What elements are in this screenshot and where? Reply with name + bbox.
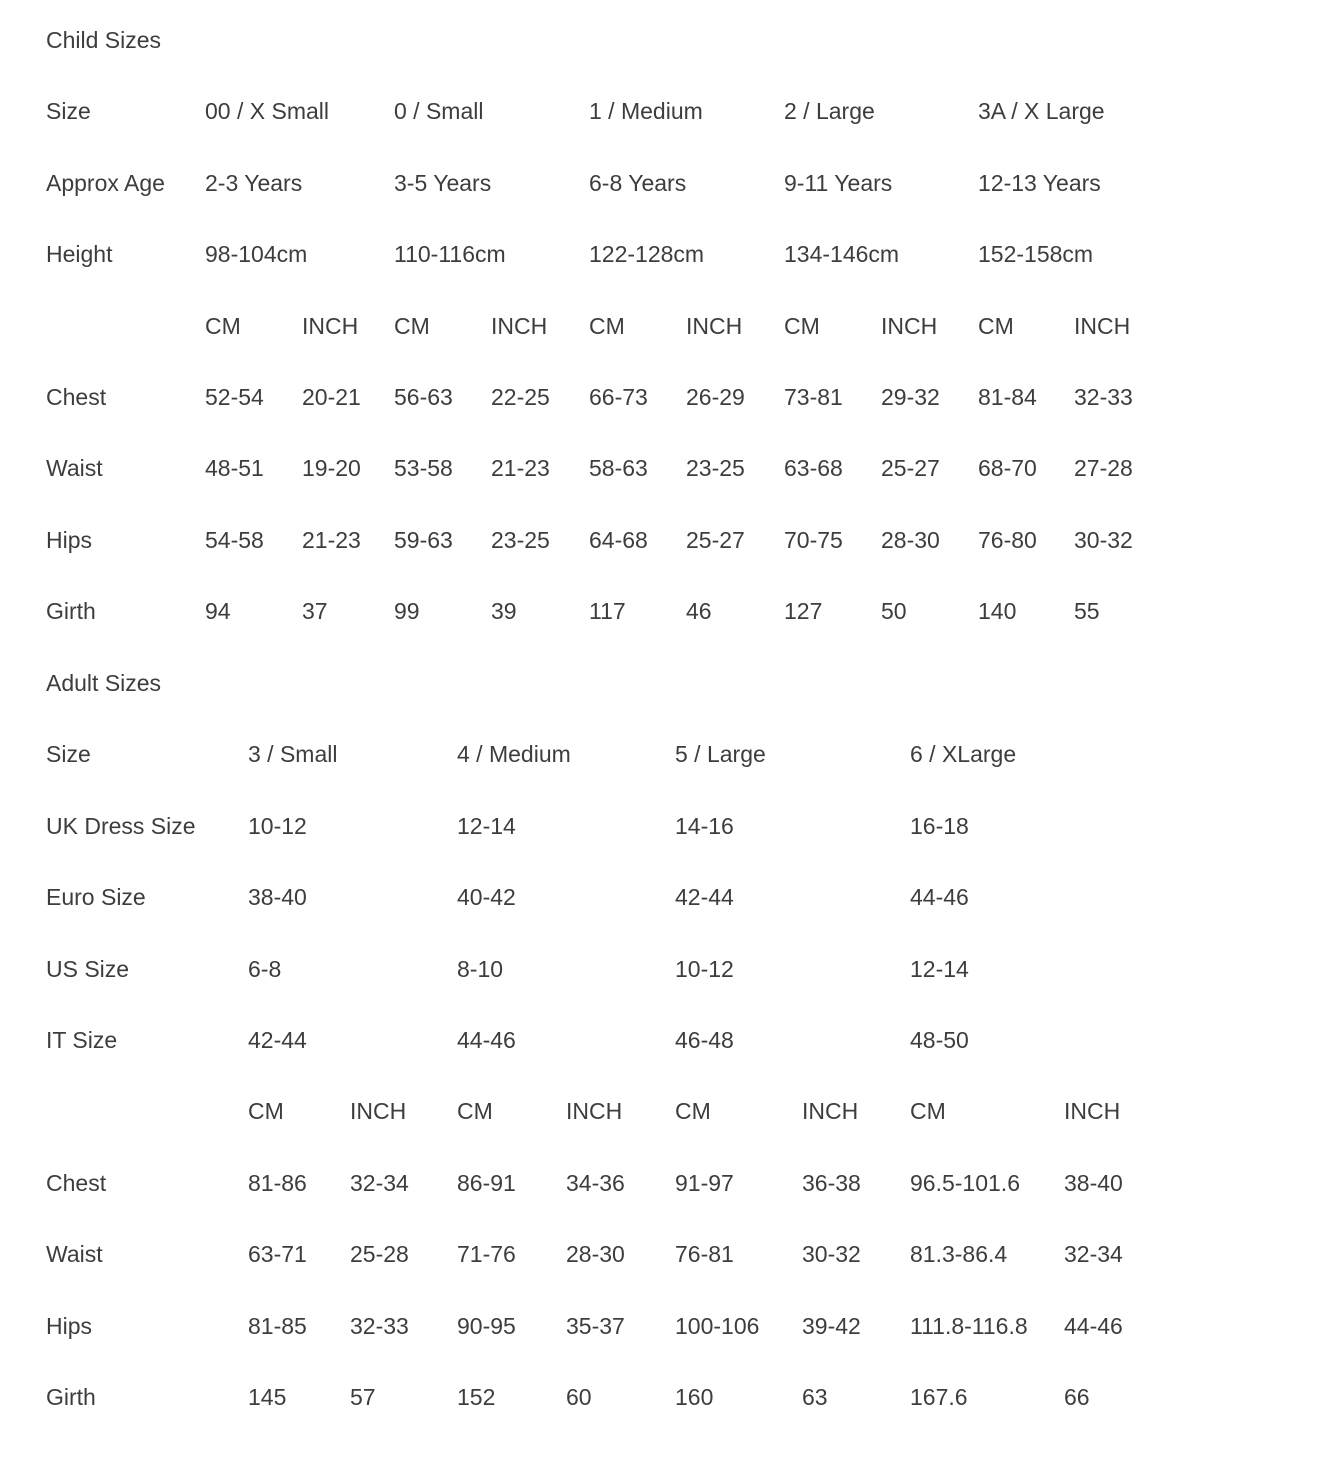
child-measure-cell: 59-63 (394, 526, 453, 553)
adult-row-label: Hips (46, 1312, 93, 1339)
child-measure-cell: 29-32 (881, 384, 940, 410)
adult-measure-cell: 28-30 (566, 1241, 625, 1268)
adult-row-label: Chest (46, 1169, 107, 1196)
child-measure-cell: 28-30 (881, 526, 940, 553)
adult-info-cell: 12-14 (910, 955, 969, 982)
adult-info-cell: 16-18 (910, 812, 969, 839)
adult-measure-cell: 81-86 (248, 1169, 307, 1196)
adult-size-header: 5 / Large (675, 741, 766, 768)
child-measure-cell: 53-58 (394, 455, 453, 482)
adult-unit-header: INCH (1064, 1098, 1121, 1125)
child-size-header: 3A / X Large (978, 98, 1105, 125)
child-info-cell: 134-146cm (784, 241, 900, 268)
child-measure-cell: 27-28 (1074, 455, 1133, 482)
child-measure-cell: 66-73 (589, 384, 648, 410)
adult-row-label: Euro Size (46, 884, 146, 911)
adult-measure-cell: 32-34 (1064, 1241, 1123, 1268)
child-row-label: Hips (46, 526, 93, 553)
child-unit-header: INCH (881, 312, 938, 339)
child-measure-cell: 52-54 (205, 384, 264, 410)
adult-measure-cell: 63 (802, 1384, 828, 1410)
adult-info-cell: 6-8 (248, 955, 282, 982)
child-measure-cell: 99 (394, 598, 420, 625)
adult-unit-header: CM (457, 1098, 493, 1125)
adult-size-header: 3 / Small (248, 741, 338, 768)
adult-info-cell: 38-40 (248, 884, 307, 911)
adult-measure-cell: 91-97 (675, 1169, 734, 1196)
child-measure-cell: 68-70 (978, 455, 1037, 482)
adult-measure-cell: 38-40 (1064, 1169, 1123, 1196)
child-info-cell: 12-13 Years (978, 169, 1101, 196)
adult-measure-cell: 32-33 (350, 1312, 409, 1339)
child-size-label: Size (46, 98, 91, 125)
child-unit-header: INCH (1074, 312, 1131, 339)
child-measure-cell: 94 (205, 598, 231, 625)
adult-measure-cell: 30-32 (802, 1241, 861, 1268)
child-measure-cell: 23-25 (686, 455, 745, 482)
child-measure-cell: 21-23 (302, 526, 361, 553)
child-size-header: 1 / Medium (589, 98, 703, 125)
child-info-cell: 98-104cm (205, 241, 308, 268)
adult-unit-header: INCH (350, 1098, 407, 1125)
child-unit-header: CM (589, 312, 625, 339)
child-size-header: 0 / Small (394, 98, 484, 125)
child-measure-cell: 127 (784, 598, 823, 625)
child-measure-cell: 81-84 (978, 384, 1037, 410)
adult-info-cell: 44-46 (910, 884, 969, 911)
child-measure-cell: 58-63 (589, 455, 648, 482)
adult-measure-cell: 152 (457, 1384, 496, 1410)
child-info-cell: 152-158cm (978, 241, 1094, 268)
child-measure-cell: 25-27 (686, 526, 745, 553)
adult-measure-cell: 111.8-116.8 (910, 1312, 1028, 1339)
adult-measure-cell: 63-71 (248, 1241, 307, 1268)
adult-measure-cell: 57 (350, 1384, 376, 1410)
child-info-cell: 9-11 Years (784, 169, 893, 196)
adult-info-cell: 48-50 (910, 1027, 969, 1053)
child-info-cell: 2-3 Years (205, 169, 303, 196)
adult-unit-header: INCH (566, 1098, 623, 1125)
adult-measure-cell: 35-37 (566, 1312, 625, 1339)
child-measure-cell: 37 (302, 598, 328, 625)
adult-measure-cell: 90-95 (457, 1312, 516, 1339)
adult-size-header: 4 / Medium (457, 741, 571, 768)
child-measure-cell: 48-51 (205, 455, 264, 482)
child-measure-cell: 73-81 (784, 384, 843, 410)
child-info-cell: 122-128cm (589, 241, 705, 268)
adult-info-cell: 44-46 (457, 1027, 516, 1053)
adult-measure-cell: 60 (566, 1384, 592, 1410)
child-size-header: 00 / X Small (205, 98, 329, 125)
adult-info-cell: 8-10 (457, 955, 504, 982)
child-unit-header: INCH (302, 312, 359, 339)
adult-measure-cell: 36-38 (802, 1169, 861, 1196)
adult-info-cell: 10-12 (248, 812, 307, 839)
child-row-label: Chest (46, 384, 107, 410)
adult-unit-header: CM (910, 1098, 946, 1125)
adult-info-cell: 46-48 (675, 1027, 734, 1053)
child-unit-header: CM (784, 312, 820, 339)
adult-measure-cell: 71-76 (457, 1241, 516, 1268)
child-size-header: 2 / Large (784, 98, 875, 125)
adult-size-label: Size (46, 741, 91, 768)
adult-measure-cell: 81-85 (248, 1312, 307, 1339)
adult-measure-cell: 160 (675, 1384, 714, 1410)
adult-measure-cell: 86-91 (457, 1169, 516, 1196)
adult-row-label: US Size (46, 955, 130, 982)
adult-measure-cell: 44-46 (1064, 1312, 1123, 1339)
child-measure-cell: 70-75 (784, 526, 843, 553)
adult-row-label: UK Dress Size (46, 812, 196, 839)
adult-measure-cell: 81.3-86.4 (910, 1241, 1008, 1268)
child-measure-cell: 140 (978, 598, 1017, 625)
adult-measure-cell: 32-34 (350, 1169, 409, 1196)
child-unit-header: CM (394, 312, 430, 339)
adult-info-cell: 12-14 (457, 812, 516, 839)
child-measure-cell: 46 (686, 598, 712, 625)
adult-info-cell: 40-42 (457, 884, 516, 911)
child-row-label: Approx Age (46, 169, 165, 196)
child-measure-cell: 76-80 (978, 526, 1037, 553)
child-unit-header: INCH (491, 312, 548, 339)
child-unit-header: CM (205, 312, 241, 339)
child-info-cell: 6-8 Years (589, 169, 687, 196)
adult-measure-cell: 96.5-101.6 (910, 1169, 1020, 1196)
adult-measure-cell: 76-81 (675, 1241, 734, 1268)
child-unit-header: CM (978, 312, 1014, 339)
child-unit-header: INCH (686, 312, 743, 339)
adult-info-cell: 10-12 (675, 955, 734, 982)
adult-row-label: IT Size (46, 1027, 118, 1053)
adult-unit-header: INCH (802, 1098, 859, 1125)
adult-unit-header: CM (248, 1098, 284, 1125)
child-row-label: Height (46, 241, 113, 268)
adult-measure-cell: 25-28 (350, 1241, 409, 1268)
child-measure-cell: 26-29 (686, 384, 745, 410)
child-measure-cell: 55 (1074, 598, 1100, 625)
adult-measure-cell: 66 (1064, 1384, 1090, 1410)
child-section-title: Child Sizes (46, 27, 162, 53)
child-measure-cell: 63-68 (784, 455, 843, 482)
adult-info-cell: 14-16 (675, 812, 734, 839)
child-measure-cell: 50 (881, 598, 907, 625)
child-measure-cell: 23-25 (491, 526, 550, 553)
child-row-label: Girth (46, 598, 96, 625)
adult-unit-header: CM (675, 1098, 711, 1125)
adult-measure-cell: 145 (248, 1384, 287, 1410)
child-info-cell: 110-116cm (394, 241, 506, 268)
child-info-cell: 3-5 Years (394, 169, 492, 196)
adult-info-cell: 42-44 (675, 884, 734, 911)
adult-measure-cell: 100-106 (675, 1312, 760, 1339)
adult-size-header: 6 / XLarge (910, 741, 1017, 768)
child-measure-cell: 21-23 (491, 455, 550, 482)
child-measure-cell: 22-25 (491, 384, 550, 410)
adult-measure-cell: 34-36 (566, 1169, 625, 1196)
adult-measure-cell: 167.6 (910, 1384, 968, 1410)
child-measure-cell: 20-21 (302, 384, 361, 410)
adult-row-label: Waist (46, 1241, 103, 1268)
child-measure-cell: 117 (589, 598, 626, 625)
child-measure-cell: 19-20 (302, 455, 361, 482)
child-measure-cell: 30-32 (1074, 526, 1133, 553)
adult-row-label: Girth (46, 1384, 96, 1410)
adult-measure-cell: 39-42 (802, 1312, 861, 1339)
child-measure-cell: 25-27 (881, 455, 940, 482)
child-measure-cell: 32-33 (1074, 384, 1133, 410)
child-measure-cell: 54-58 (205, 526, 264, 553)
child-row-label: Waist (46, 455, 103, 482)
adult-section-title: Adult Sizes (46, 670, 162, 696)
adult-info-cell: 42-44 (248, 1027, 307, 1053)
child-measure-cell: 64-68 (589, 526, 648, 553)
child-measure-cell: 56-63 (394, 384, 453, 410)
child-measure-cell: 39 (491, 598, 517, 625)
